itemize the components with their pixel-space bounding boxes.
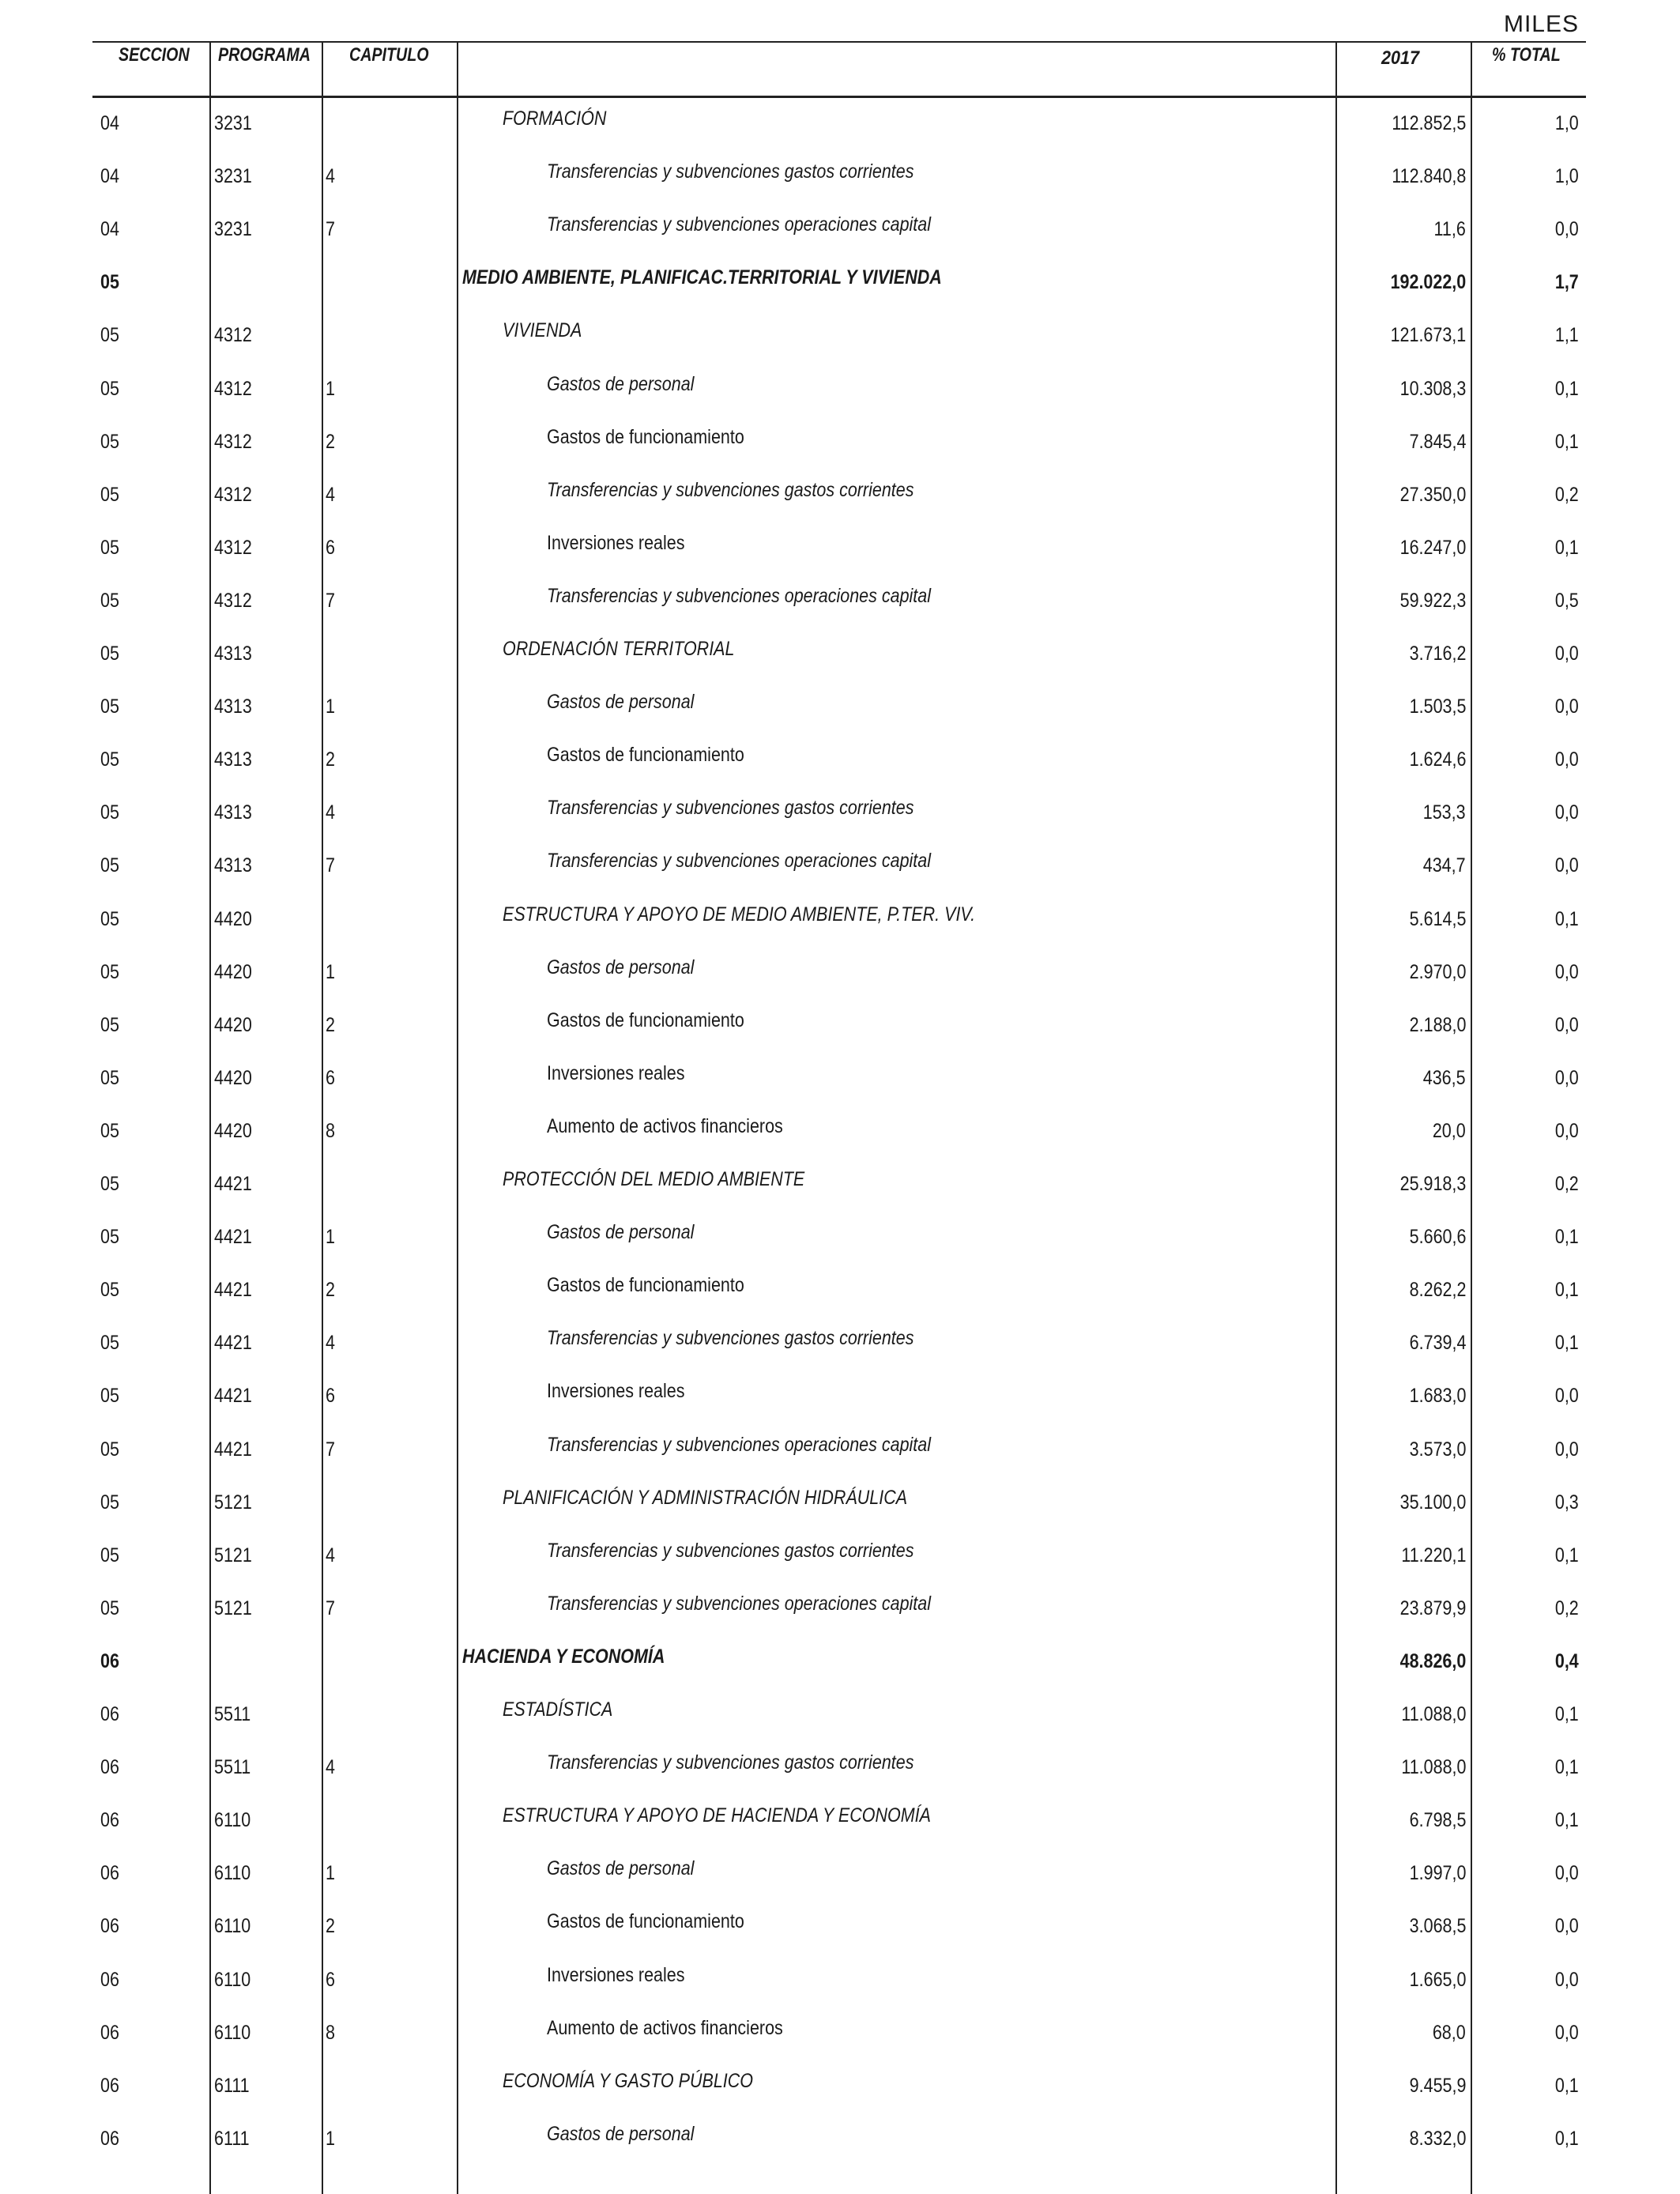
cell-programa: 6111 — [214, 2074, 250, 2097]
cell-pct-total: 1,0 — [1555, 165, 1579, 188]
cell-pct-total: 0,3 — [1555, 1491, 1579, 1514]
cell-seccion: 05 — [100, 1119, 119, 1142]
header-programa: PROGRAMA — [218, 44, 311, 66]
table-row — [0, 1157, 1680, 1210]
cell-programa: 4312 — [214, 377, 252, 400]
cell-programa: 4420 — [214, 1119, 252, 1142]
cell-description: Inversiones reales — [547, 1963, 685, 1986]
table-row — [0, 998, 1680, 1051]
cell-programa: 4421 — [214, 1332, 252, 1355]
cell-programa: 4420 — [214, 960, 252, 983]
cell-amount-2017: 35.100,0 — [1399, 1491, 1466, 1514]
cell-capitulo: 8 — [326, 1119, 335, 1142]
cell-description: Aumento de activos financieros — [547, 1114, 783, 1137]
table-row — [0, 1953, 1680, 2006]
table-row — [0, 1793, 1680, 1846]
table-row — [0, 786, 1680, 839]
cell-capitulo: 6 — [326, 536, 335, 559]
table-row — [0, 733, 1680, 786]
cell-description: Transferencias y subvenciones gastos corrientes — [547, 160, 914, 183]
cell-seccion: 05 — [100, 377, 119, 400]
cell-amount-2017: 23.879,9 — [1399, 1596, 1466, 1619]
cell-description: ESTRUCTURA Y APOYO DE HACIENDA Y ECONOMÍA — [503, 1804, 932, 1827]
cell-programa: 4420 — [214, 907, 252, 930]
cell-pct-total: 0,0 — [1555, 2021, 1579, 2044]
cell-amount-2017: 192.022,0 — [1390, 271, 1466, 294]
cell-amount-2017: 16.247,0 — [1399, 536, 1466, 559]
cell-capitulo: 1 — [326, 1226, 335, 1249]
cell-amount-2017: 3.068,5 — [1409, 1915, 1466, 1938]
cell-programa: 4312 — [214, 536, 252, 559]
cell-capitulo: 1 — [326, 960, 335, 983]
table-row — [0, 627, 1680, 680]
cell-programa: 6111 — [214, 2127, 250, 2150]
cell-pct-total: 0,1 — [1555, 536, 1579, 559]
cell-pct-total: 0,1 — [1555, 2074, 1579, 2097]
cell-amount-2017: 1.683,0 — [1409, 1385, 1466, 1408]
table-row — [0, 1687, 1680, 1740]
cell-pct-total: 0,0 — [1555, 960, 1579, 983]
cell-seccion: 06 — [100, 1809, 119, 1832]
cell-seccion: 06 — [100, 1649, 119, 1672]
cell-amount-2017: 5.614,5 — [1409, 907, 1466, 930]
cell-seccion: 06 — [100, 1968, 119, 1991]
cell-seccion: 05 — [100, 1332, 119, 1355]
cell-capitulo: 6 — [326, 1066, 335, 1089]
cell-amount-2017: 8.262,2 — [1409, 1279, 1466, 1302]
cell-programa: 5121 — [214, 1491, 252, 1514]
cell-seccion: 06 — [100, 2127, 119, 2150]
cell-pct-total: 0,0 — [1555, 1862, 1579, 1885]
cell-seccion: 05 — [100, 1066, 119, 1089]
cell-amount-2017: 153,3 — [1423, 801, 1466, 824]
cell-pct-total: 0,0 — [1555, 218, 1579, 241]
cell-description: Gastos de funcionamiento — [547, 1910, 744, 1933]
cell-seccion: 06 — [100, 1756, 119, 1779]
table-row — [0, 1104, 1680, 1157]
cell-description: PLANIFICACIÓN Y ADMINISTRACIÓN HIDRÁULICA — [503, 1486, 908, 1509]
cell-amount-2017: 48.826,0 — [1399, 1649, 1466, 1672]
cell-amount-2017: 8.332,0 — [1409, 2127, 1466, 2150]
cell-capitulo: 2 — [326, 748, 335, 771]
cell-pct-total: 0,0 — [1555, 1013, 1579, 1036]
cell-amount-2017: 6.798,5 — [1409, 1809, 1466, 1832]
header-pct-total: % TOTAL — [1492, 44, 1561, 66]
cell-pct-total: 1,0 — [1555, 112, 1579, 134]
cell-pct-total: 0,0 — [1555, 1968, 1579, 1991]
cell-amount-2017: 436,5 — [1423, 1066, 1466, 1089]
cell-pct-total: 0,0 — [1555, 643, 1579, 665]
cell-seccion: 05 — [100, 536, 119, 559]
table-row — [0, 1369, 1680, 1422]
table-top-rule — [92, 41, 1586, 43]
cell-amount-2017: 11.088,0 — [1400, 1756, 1466, 1779]
cell-pct-total: 0,1 — [1555, 1809, 1579, 1832]
cell-pct-total: 0,1 — [1555, 1279, 1579, 1302]
cell-description: Gastos de funcionamiento — [547, 1008, 744, 1031]
table-row — [0, 415, 1680, 468]
table-row — [0, 149, 1680, 202]
cell-description: Aumento de activos financieros — [547, 2016, 783, 2039]
cell-description: Transferencias y subvenciones operaciones capital — [547, 213, 932, 236]
cell-seccion: 05 — [100, 1544, 119, 1566]
cell-amount-2017: 3.716,2 — [1409, 643, 1466, 665]
cell-description: Inversiones reales — [547, 1380, 685, 1403]
cell-seccion: 06 — [100, 1703, 119, 1725]
cell-programa: 3231 — [214, 218, 252, 241]
cell-pct-total: 0,1 — [1555, 430, 1579, 453]
cell-programa: 6110 — [214, 1915, 251, 1938]
cell-programa: 6110 — [214, 2021, 251, 2044]
cell-description: Gastos de personal — [547, 1221, 695, 1244]
cell-pct-total: 0,0 — [1555, 854, 1579, 877]
cell-amount-2017: 9.455,9 — [1409, 2074, 1466, 2097]
cell-description: ECONOMÍA Y GASTO PÚBLICO — [503, 2069, 754, 2092]
cell-pct-total: 0,2 — [1555, 1173, 1579, 1195]
cell-seccion: 05 — [100, 1013, 119, 1036]
cell-seccion: 04 — [100, 165, 119, 188]
cell-programa: 5121 — [214, 1544, 252, 1566]
cell-capitulo: 7 — [326, 854, 335, 877]
cell-programa: 5511 — [214, 1756, 251, 1779]
cell-seccion: 05 — [100, 1438, 119, 1461]
cell-description: ESTADÍSTICA — [503, 1698, 613, 1721]
cell-programa: 3231 — [214, 165, 252, 188]
cell-capitulo: 2 — [326, 1013, 335, 1036]
cell-description: Transferencias y subvenciones operaciones capital — [547, 850, 932, 873]
table-row — [0, 1051, 1680, 1104]
table-row — [0, 1423, 1680, 1476]
table-row — [0, 308, 1680, 361]
cell-capitulo: 2 — [326, 1279, 335, 1302]
cell-seccion: 05 — [100, 483, 119, 506]
cell-capitulo: 4 — [326, 165, 335, 188]
cell-amount-2017: 434,7 — [1423, 854, 1466, 877]
cell-capitulo: 2 — [326, 1915, 335, 1938]
table-row — [0, 2006, 1680, 2059]
cell-description: Gastos de personal — [547, 691, 695, 714]
cell-amount-2017: 59.922,3 — [1399, 589, 1466, 612]
cell-amount-2017: 3.573,0 — [1409, 1438, 1466, 1461]
cell-programa: 6110 — [214, 1809, 251, 1832]
cell-amount-2017: 2.188,0 — [1409, 1013, 1466, 1036]
cell-seccion: 06 — [100, 1862, 119, 1885]
cell-capitulo: 1 — [326, 2127, 335, 2150]
cell-pct-total: 0,0 — [1555, 696, 1579, 718]
table-row — [0, 574, 1680, 627]
cell-pct-total: 0,0 — [1555, 1915, 1579, 1938]
cell-pct-total: 0,1 — [1555, 1332, 1579, 1355]
cell-seccion: 05 — [100, 1226, 119, 1249]
cell-programa: 5511 — [214, 1703, 251, 1725]
cell-seccion: 06 — [100, 2021, 119, 2044]
cell-description: Transferencias y subvenciones gastos corrientes — [547, 478, 914, 501]
cell-pct-total: 0,0 — [1555, 1438, 1579, 1461]
table-row — [0, 1316, 1680, 1369]
table-row — [0, 1210, 1680, 1263]
cell-amount-2017: 112.852,5 — [1391, 112, 1466, 134]
cell-programa: 4421 — [214, 1173, 252, 1195]
cell-description: MEDIO AMBIENTE, PLANIFICAC.TERRITORIAL Y VIVIENDA — [462, 266, 942, 289]
table-row — [0, 680, 1680, 733]
table-row — [0, 362, 1680, 415]
table-row — [0, 892, 1680, 945]
cell-description: PROTECCIÓN DEL MEDIO AMBIENTE — [503, 1168, 805, 1190]
cell-programa: 4313 — [214, 643, 252, 665]
cell-programa: 4313 — [214, 748, 252, 771]
cell-seccion: 06 — [100, 1915, 119, 1938]
cell-description: VIVIENDA — [503, 319, 582, 342]
cell-pct-total: 0,1 — [1555, 1544, 1579, 1566]
cell-programa: 6110 — [214, 1968, 251, 1991]
cell-pct-total: 0,1 — [1555, 907, 1579, 930]
cell-programa: 4421 — [214, 1385, 252, 1408]
cell-seccion: 05 — [100, 271, 119, 294]
cell-description: Transferencias y subvenciones gastos corrientes — [547, 1539, 914, 1562]
cell-capitulo: 8 — [326, 2021, 335, 2044]
cell-description: Inversiones reales — [547, 1061, 685, 1084]
table-row — [0, 468, 1680, 521]
cell-programa: 6110 — [214, 1862, 251, 1885]
cell-programa: 4313 — [214, 801, 252, 824]
cell-amount-2017: 11.220,1 — [1400, 1544, 1466, 1566]
cell-description: ORDENACIÓN TERRITORIAL — [503, 638, 735, 660]
cell-seccion: 05 — [100, 854, 119, 877]
cell-amount-2017: 1.503,5 — [1409, 696, 1466, 718]
cell-pct-total: 0,0 — [1555, 748, 1579, 771]
cell-capitulo: 2 — [326, 430, 335, 453]
table-row — [0, 2112, 1680, 2165]
cell-programa: 3231 — [214, 112, 252, 134]
cell-description: Inversiones reales — [547, 531, 685, 554]
cell-capitulo: 6 — [326, 1968, 335, 1991]
cell-amount-2017: 1.665,0 — [1409, 1968, 1466, 1991]
cell-amount-2017: 2.970,0 — [1409, 960, 1466, 983]
cell-seccion: 05 — [100, 1385, 119, 1408]
table-row — [0, 521, 1680, 574]
cell-pct-total: 1,1 — [1555, 324, 1579, 347]
cell-seccion: 05 — [100, 324, 119, 347]
cell-description: Gastos de funcionamiento — [547, 744, 744, 767]
cell-description: Gastos de funcionamiento — [547, 425, 744, 448]
cell-pct-total: 0,1 — [1555, 1703, 1579, 1725]
cell-seccion: 05 — [100, 643, 119, 665]
cell-description: HACIENDA Y ECONOMÍA — [462, 1645, 665, 1668]
cell-pct-total: 0,1 — [1555, 377, 1579, 400]
cell-seccion: 05 — [100, 748, 119, 771]
cell-seccion: 05 — [100, 1279, 119, 1302]
table-row — [0, 839, 1680, 892]
cell-seccion: 04 — [100, 218, 119, 241]
cell-pct-total: 0,2 — [1555, 483, 1579, 506]
cell-amount-2017: 20,0 — [1433, 1119, 1466, 1142]
cell-amount-2017: 25.918,3 — [1399, 1173, 1466, 1195]
cell-capitulo: 4 — [326, 801, 335, 824]
cell-capitulo: 1 — [326, 377, 335, 400]
cell-programa: 4421 — [214, 1438, 252, 1461]
cell-seccion: 06 — [100, 2074, 119, 2097]
cell-pct-total: 0,4 — [1555, 1649, 1579, 1672]
table-row — [0, 945, 1680, 998]
cell-programa: 4312 — [214, 324, 252, 347]
cell-pct-total: 0,5 — [1555, 589, 1579, 612]
cell-pct-total: 0,1 — [1555, 1756, 1579, 1779]
cell-amount-2017: 112.840,8 — [1391, 165, 1466, 188]
cell-description: Transferencias y subvenciones operaciones capital — [547, 584, 932, 607]
cell-amount-2017: 27.350,0 — [1399, 483, 1466, 506]
cell-programa: 5121 — [214, 1596, 252, 1619]
table-row — [0, 1899, 1680, 1952]
cell-capitulo: 7 — [326, 589, 335, 612]
cell-amount-2017: 121.673,1 — [1390, 324, 1466, 347]
cell-description: Gastos de personal — [547, 956, 695, 978]
cell-pct-total: 0,0 — [1555, 1385, 1579, 1408]
cell-amount-2017: 68,0 — [1433, 2021, 1466, 2044]
cell-seccion: 04 — [100, 112, 119, 134]
cell-pct-total: 1,7 — [1555, 271, 1579, 294]
cell-capitulo: 6 — [326, 1385, 335, 1408]
cell-amount-2017: 1.997,0 — [1409, 1862, 1466, 1885]
cell-seccion: 05 — [100, 589, 119, 612]
cell-description: Transferencias y subvenciones gastos corrientes — [547, 1327, 914, 1350]
cell-seccion: 05 — [100, 430, 119, 453]
cell-seccion: 05 — [100, 696, 119, 718]
cell-pct-total: 0,0 — [1555, 1066, 1579, 1089]
table-row — [0, 1846, 1680, 1899]
table-row — [0, 1581, 1680, 1634]
cell-capitulo: 1 — [326, 696, 335, 718]
units-label: MILES — [1503, 11, 1579, 37]
cell-seccion: 05 — [100, 801, 119, 824]
cell-description: Gastos de personal — [547, 1857, 695, 1880]
table-row — [0, 202, 1680, 255]
cell-capitulo: 7 — [326, 1596, 335, 1619]
cell-description: Gastos de personal — [547, 2122, 695, 2145]
table-row — [0, 1740, 1680, 1793]
cell-pct-total: 0,0 — [1555, 1119, 1579, 1142]
cell-programa: 4421 — [214, 1279, 252, 1302]
cell-seccion: 05 — [100, 960, 119, 983]
cell-programa: 4421 — [214, 1226, 252, 1249]
header-capitulo: CAPITULO — [349, 44, 429, 66]
cell-amount-2017: 6.739,4 — [1409, 1332, 1466, 1355]
cell-programa: 4312 — [214, 430, 252, 453]
header-year: 2017 — [1381, 47, 1420, 69]
cell-amount-2017: 7.845,4 — [1409, 430, 1466, 453]
cell-seccion: 05 — [100, 1491, 119, 1514]
table-row — [0, 1263, 1680, 1316]
table-row — [0, 1634, 1680, 1687]
cell-pct-total: 0,1 — [1555, 2127, 1579, 2150]
header-seccion: SECCION — [119, 44, 190, 66]
cell-description: Gastos de funcionamiento — [547, 1274, 744, 1297]
cell-capitulo: 7 — [326, 218, 335, 241]
cell-description: Transferencias y subvenciones operaciones capital — [547, 1433, 932, 1456]
cell-programa: 4312 — [214, 483, 252, 506]
cell-capitulo: 4 — [326, 1756, 335, 1779]
cell-amount-2017: 10.308,3 — [1399, 377, 1466, 400]
cell-description: Transferencias y subvenciones gastos corrientes — [547, 1751, 914, 1774]
cell-capitulo: 4 — [326, 1332, 335, 1355]
cell-programa: 4312 — [214, 589, 252, 612]
cell-pct-total: 0,2 — [1555, 1596, 1579, 1619]
cell-capitulo: 1 — [326, 1862, 335, 1885]
cell-amount-2017: 5.660,6 — [1409, 1226, 1466, 1249]
cell-amount-2017: 11.088,0 — [1400, 1703, 1466, 1725]
table-row — [0, 2059, 1680, 2112]
cell-amount-2017: 1.624,6 — [1409, 748, 1466, 771]
cell-seccion: 05 — [100, 1596, 119, 1619]
table-row — [0, 96, 1680, 149]
cell-capitulo: 4 — [326, 1544, 335, 1566]
cell-programa: 4313 — [214, 854, 252, 877]
cell-programa: 4420 — [214, 1066, 252, 1089]
cell-programa: 4313 — [214, 696, 252, 718]
cell-description: Transferencias y subvenciones operaciones capital — [547, 1592, 932, 1615]
table-row — [0, 1529, 1680, 1581]
cell-amount-2017: 11,6 — [1433, 218, 1466, 241]
table-row — [0, 1476, 1680, 1529]
cell-description: FORMACIÓN — [503, 107, 607, 130]
cell-pct-total: 0,0 — [1555, 801, 1579, 824]
cell-description: Transferencias y subvenciones gastos corrientes — [547, 797, 914, 820]
cell-seccion: 05 — [100, 907, 119, 930]
table-row — [0, 255, 1680, 308]
cell-capitulo: 7 — [326, 1438, 335, 1461]
cell-seccion: 05 — [100, 1173, 119, 1195]
cell-capitulo: 4 — [326, 483, 335, 506]
cell-description: Gastos de personal — [547, 372, 695, 395]
cell-description: ESTRUCTURA Y APOYO DE MEDIO AMBIENTE, P.TER. VIV. — [503, 903, 976, 925]
cell-programa: 4420 — [214, 1013, 252, 1036]
cell-pct-total: 0,1 — [1555, 1226, 1579, 1249]
